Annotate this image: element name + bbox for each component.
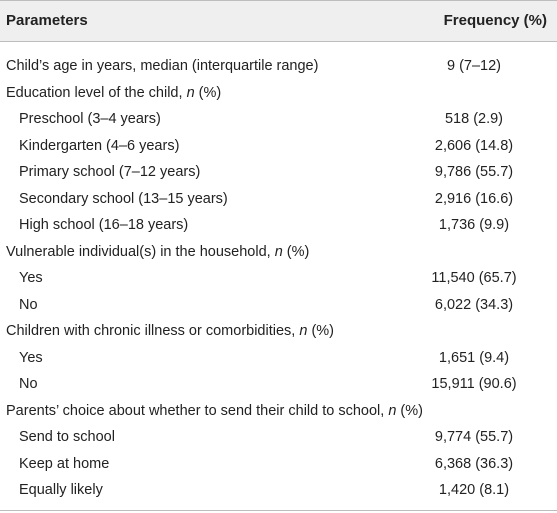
row-label — [19, 376, 38, 392]
table-row — [0, 135, 557, 161]
row-label — [19, 456, 109, 472]
row-label-text: Yes — [19, 270, 43, 286]
row-label-italic: n — [274, 243, 283, 260]
row-label — [19, 138, 179, 154]
table-row — [0, 161, 557, 187]
row-label-text: Child’s age in years, median (interquartile range) — [6, 58, 319, 74]
row-value: 1,420 (8.1) — [438, 482, 510, 498]
row-value: 9,786 (55.7) — [434, 164, 514, 180]
row-label-text: Parents’ choice about whether to send their child to school, — [6, 402, 389, 419]
row-value: 9 (7–12) — [446, 58, 501, 74]
row-label — [19, 482, 103, 498]
table-row — [0, 347, 557, 373]
row-label — [6, 323, 334, 339]
row-label — [6, 85, 221, 101]
row-label-text: Children with chronic illness or comorbidities, — [6, 323, 300, 339]
row-label — [19, 191, 228, 207]
table-row — [0, 82, 557, 108]
row-value: 9,774 (55.7) — [434, 429, 514, 445]
row-label-suffix: (%) — [282, 243, 310, 260]
table-row — [0, 108, 557, 134]
row-label-italic: n — [186, 84, 195, 101]
table-header — [0, 0, 557, 42]
row-label-text: High school (16–18 years) — [19, 217, 189, 233]
row-value: 518 (2.9) — [444, 111, 504, 127]
row-value: 6,368 (36.3) — [434, 455, 514, 472]
bottom-rule — [0, 510, 557, 511]
row-label-text: Preschool (3–4 years) — [19, 111, 161, 127]
row-label — [6, 403, 423, 419]
row-value: 2,606 (14.8) — [434, 137, 514, 154]
row-label-suffix: (%) — [396, 402, 423, 419]
row-label — [19, 350, 43, 366]
row-label — [19, 164, 200, 180]
row-label — [19, 111, 161, 127]
row-label-text: Send to school — [19, 429, 115, 445]
row-label-text: Vulnerable individual(s) in the household, — [6, 243, 275, 260]
row-label-text: Keep at home — [19, 455, 110, 472]
table-row — [0, 400, 557, 426]
row-label-text: Equally likely — [19, 482, 103, 498]
row-label-suffix: (%) — [307, 323, 335, 339]
row-label-text: Yes — [19, 349, 43, 366]
table-row — [0, 373, 557, 399]
table-row — [0, 55, 557, 81]
row-value: 2,916 (16.6) — [434, 190, 514, 207]
row-label — [19, 270, 43, 286]
row-label — [6, 244, 309, 260]
row-label-text: Kindergarten (4–6 years) — [19, 137, 180, 154]
row-label — [19, 217, 188, 233]
row-label-text: No — [19, 376, 38, 392]
row-label — [19, 429, 115, 445]
row-value: 1,736 (9.9) — [438, 217, 510, 233]
row-label-text: Secondary school (13–15 years) — [19, 190, 228, 207]
row-label — [6, 58, 318, 74]
header-frequency: Frequency (%) — [443, 12, 547, 29]
table-row — [0, 267, 557, 293]
table-row — [0, 453, 557, 479]
row-value: 6,022 (34.3) — [434, 296, 514, 313]
row-label-text: Education level of the child, — [6, 84, 187, 101]
row-value: 1,651 (9.4) — [438, 349, 510, 366]
table-row — [0, 426, 557, 452]
table-row — [0, 294, 557, 320]
row-value: 11,540 (65.7) — [431, 270, 517, 286]
table-row — [0, 188, 557, 214]
header-parameters: Parameters — [6, 12, 88, 29]
row-label-text: No — [19, 296, 38, 313]
row-label-text: Primary school (7–12 years) — [19, 164, 201, 180]
row-value: 15,911 (90.6) — [431, 376, 517, 392]
row-label-italic: n — [388, 402, 397, 419]
row-label-suffix: (%) — [194, 84, 222, 101]
table-row — [0, 214, 557, 240]
row-label-italic: n — [299, 323, 308, 339]
table-row — [0, 479, 557, 505]
table-row — [0, 241, 557, 267]
row-label — [19, 297, 38, 313]
table-row — [0, 320, 557, 346]
